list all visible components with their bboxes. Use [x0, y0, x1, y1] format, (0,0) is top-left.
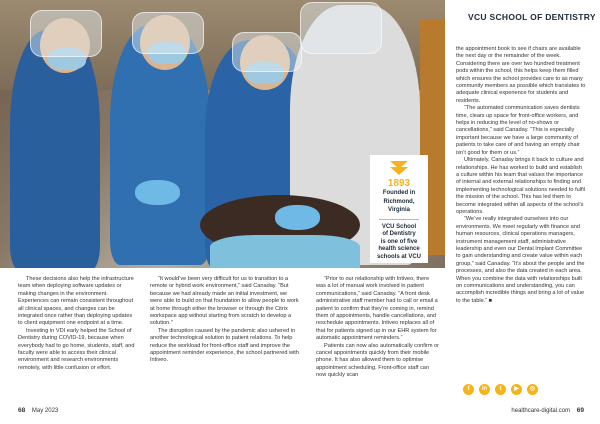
fact-callout [370, 155, 428, 263]
page-number-left: 68 [18, 407, 26, 414]
section-title: VCU SCHOOL OF DENTISTRY [468, 12, 596, 22]
twitter-icon[interactable]: t [495, 384, 506, 395]
linkedin-icon[interactable]: in [479, 384, 490, 395]
photo-face-shield-4 [300, 2, 382, 54]
paragraph: Ultimately, Canaday brings it back to culture and relationships. He has worked to build and establish a culture within his team that values the importance of internal and external relationships to finding and implementing technological solutions needed to fulfil the mission of the school. This has led them to become integrated within all aspects of the school’s operations. [456, 157, 586, 215]
paragraph: The disruption caused by the pandemic also ushered in another technological solution to patient relations. To help reduce the workload for front-office staff and improve the appointment reminder experience, the school partnered with Intiveo. [150, 327, 299, 364]
paragraph: the appointment book to see if chairs are available the next day or the remainder of the week. Considering there are over two hundred treatment pods within the school, this helps keep them filled which ensures the school provides care to as many community members as possible which translates to adequate clinical experience for students and residents. [456, 46, 586, 104]
photo-face-shield-1 [30, 10, 102, 57]
article-column-3 [316, 276, 440, 380]
photo-glove-2 [275, 205, 320, 230]
chevron-down-icon-2 [390, 167, 408, 175]
paragraph: These decisions also help the infrastructure team when deploying software updates or making changes in the environment. Experiences can remain consistent throughout all clinical spaces, and changes can be integrated once rather than deploying updates to client equipment one endpoint at a time. [18, 276, 134, 327]
section-header [445, 0, 600, 45]
paragraph: “The automated communication saves dentists time, clears up space for front-office workers, and helps in reducing the level of no-shows or cancellations,” said Canaday. “This is especially important because we have a large community of patients to take care of and having an empty chair isn’t good for them or us.” [456, 105, 580, 156]
photo-patient-bib [210, 235, 360, 268]
facebook-icon[interactable]: f [463, 384, 474, 395]
callout-year: 1893 [387, 178, 411, 189]
callout-divider [379, 219, 419, 220]
paragraph: “It would’ve been very difficult for us to transition to a remote or hybrid work environment,” said Canaday. “But because we had already made an initial investment, we were able to build on that foundation to allow people to work at home through either the browser or through the Citrix workspace app without starting from scratch to develop a solution.” [150, 276, 299, 327]
photo-face-shield-3 [232, 32, 302, 72]
paragraph: Investing in VDI early helped the School of Dentistry during COVID-19, because when everybody had to go home, students, staff, and faculty were able to access their clinical environment and research environments remotely, with little confusion or effort. [18, 327, 135, 371]
callout-note-3: is one of five [380, 238, 418, 245]
photo-glove-1 [135, 180, 180, 205]
issue-date: May 2023 [31, 408, 59, 414]
callout-note-4: health science [378, 246, 420, 252]
site-url[interactable]: healthcare-digital.com [511, 408, 571, 414]
callout-note-2: of Dentistry [382, 231, 416, 237]
callout-founded-3: Virginia [388, 207, 410, 213]
social-links [463, 384, 538, 395]
article-column-4 [456, 46, 586, 305]
footer-left [18, 407, 58, 414]
article-column-1 [18, 276, 136, 372]
photo-face-shield-2 [132, 12, 204, 54]
callout-founded-2: Richmond, [383, 198, 415, 205]
youtube-icon[interactable]: ▶ [511, 384, 522, 395]
paragraph: Patients can now also automatically confirm or cancel appointments quickly from their mobile phone. It has also allowed them to optimise appointment scheduling. Front-office staff can now quickly scan [316, 342, 440, 379]
callout-founded-1: Founded in [382, 190, 416, 196]
article-column-2 [150, 276, 300, 365]
callout-note-5: schools at VCU [376, 253, 421, 260]
page-number-right: 69 [576, 407, 584, 414]
paragraph: “Prior to our relationship with Intiveo, there was a lot of manual work involved in patient communications,” said Canaday. “A front desk administrative staff member had to call or email a patient to confirm that they’re coming in, remind them of appointments, handle cancellations, and reschedule appointments. Intiveo replaces all of that for patients signed up in our EHR system for automatic appointment reminders.” [316, 276, 438, 342]
callout-note-1: VCU School [381, 223, 417, 230]
paragraph: “We’ve really integrated ourselves into our environments. We meet regularly with finance and human resources, clinical operations managers, instrument management staff, administrative leadership and even our Dental Implant Committee to gain understanding and create value within each group,” said Canaday. “It’s about the people and the processes, and also the data created in each area. When you combine the data with relationships built on communications and understanding, you can accomplish incredible things and bring a lot of value to the table.” ■ [456, 216, 585, 304]
footer-right [511, 407, 584, 414]
instagram-icon[interactable]: ◎ [527, 384, 538, 395]
